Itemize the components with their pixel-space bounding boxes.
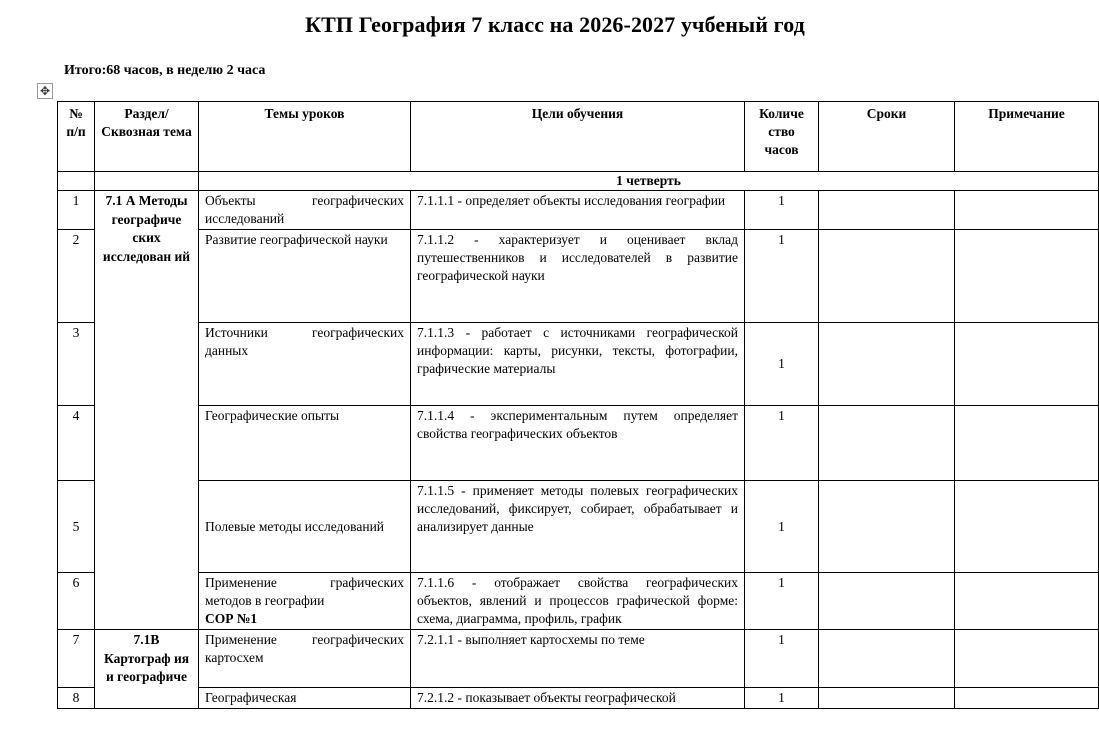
goal-cell: 7.1.1.6 - отображает свойства географических объектов, явлений и процессов графической форме: схема, диаграмма, профиль, график — [411, 573, 745, 630]
topic-cell — [199, 573, 411, 630]
notes-cell[interactable] — [955, 481, 1099, 573]
notes-cell[interactable] — [955, 573, 1099, 630]
header-hours: Количе ство часов — [745, 102, 819, 172]
table-row — [58, 406, 1099, 481]
notes-cell[interactable] — [955, 688, 1099, 709]
quarter-label: 1 четверть — [199, 172, 1099, 191]
header-section: Раздел/ Сквозная тема — [95, 102, 199, 172]
table-header-row — [58, 102, 1099, 172]
goal-cell: 7.1.1.5 - применяет методы полевых географических исследований, фиксирует, собирает, обрабатывает и анализирует данные — [411, 481, 745, 573]
section-cell: 7.1 А Методы географиче ских исследован ий — [95, 191, 199, 630]
dates-cell[interactable] — [819, 406, 955, 481]
topic-cell: Географические опыты — [199, 406, 411, 481]
sor-label: СОР №1 — [205, 611, 258, 626]
header-num: № п/п — [58, 102, 95, 172]
dates-cell[interactable] — [819, 230, 955, 323]
hours-cell: 1 — [745, 323, 819, 406]
notes-cell[interactable] — [955, 323, 1099, 406]
table-row — [58, 573, 1099, 630]
goal-cell: 7.1.1.1 - определяет объекты исследования географии — [411, 191, 745, 230]
table-row — [58, 630, 1099, 688]
table-row — [58, 481, 1099, 573]
row-num: 8 — [58, 688, 95, 709]
dates-cell[interactable] — [819, 191, 955, 230]
row-num: 7 — [58, 630, 95, 688]
notes-cell[interactable] — [955, 230, 1099, 323]
notes-cell[interactable] — [955, 406, 1099, 481]
hours-summary: Итого:68 часов, в неделю 2 часа — [64, 63, 266, 78]
header-goals: Цели обучения — [411, 102, 745, 172]
ktp-table — [57, 101, 1099, 709]
goal-cell: 7.1.1.3 - работает с источниками географической информации: карты, рисунки, тексты, фотографии, графические материалы — [411, 323, 745, 406]
row-num: 2 — [58, 230, 95, 323]
dates-cell[interactable] — [819, 630, 955, 688]
notes-cell[interactable] — [955, 191, 1099, 230]
topic-text: Применение графических методов в географии — [205, 575, 404, 608]
hours-cell: 1 — [745, 688, 819, 709]
header-topic: Темы уроков — [199, 102, 411, 172]
hours-cell: 1 — [745, 573, 819, 630]
row-num: 6 — [58, 573, 95, 630]
table-row — [58, 230, 1099, 323]
row-num: 3 — [58, 323, 95, 406]
goal-cell: 7.1.1.4 - экспериментальным путем определяет свойства географических объектов — [411, 406, 745, 481]
row-num: 1 — [58, 191, 95, 230]
topic-cell: Географическая — [199, 688, 411, 709]
goal-cell: 7.1.1.2 - характеризует и оценивает вклад путешественников и исследователей в развитие географической науки — [411, 230, 745, 323]
move-arrows-icon[interactable]: ✥ — [37, 83, 53, 99]
hours-cell: 1 — [745, 191, 819, 230]
page-title: КТП География 7 класс на 2026-2027 учбеный год — [305, 12, 805, 37]
goal-cell: 7.2.1.1 - выполняет картосхемы по теме — [411, 630, 745, 688]
table-row — [58, 688, 1099, 709]
hours-cell: 1 — [745, 630, 819, 688]
topic-cell: Применение географических картосхем — [199, 630, 411, 688]
row-num: 5 — [58, 481, 95, 573]
header-notes: Примечание — [955, 102, 1099, 172]
row-num: 4 — [58, 406, 95, 481]
hours-cell: 1 — [745, 230, 819, 323]
notes-cell[interactable] — [955, 630, 1099, 688]
topic-cell: Развитие географической науки — [199, 230, 411, 323]
header-dates: Сроки — [819, 102, 955, 172]
topic-cell: Полевые методы исследований — [199, 481, 411, 573]
section-cell: 7.1В Картограф ия и географиче — [95, 630, 199, 709]
table-row — [58, 323, 1099, 406]
dates-cell[interactable] — [819, 323, 955, 406]
dates-cell[interactable] — [819, 688, 955, 709]
hours-cell: 1 — [745, 481, 819, 573]
topic-cell: Объекты географических исследований — [199, 191, 411, 230]
goal-cell: 7.2.1.2 - показывает объекты географической — [411, 688, 745, 709]
quarter-row — [58, 172, 1099, 191]
hours-cell: 1 — [745, 406, 819, 481]
dates-cell[interactable] — [819, 573, 955, 630]
quarter-empty-cell — [58, 172, 95, 191]
dates-cell[interactable] — [819, 481, 955, 573]
topic-cell: Источники географических данных — [199, 323, 411, 406]
table-row — [58, 191, 1099, 230]
quarter-empty-cell — [95, 172, 199, 191]
